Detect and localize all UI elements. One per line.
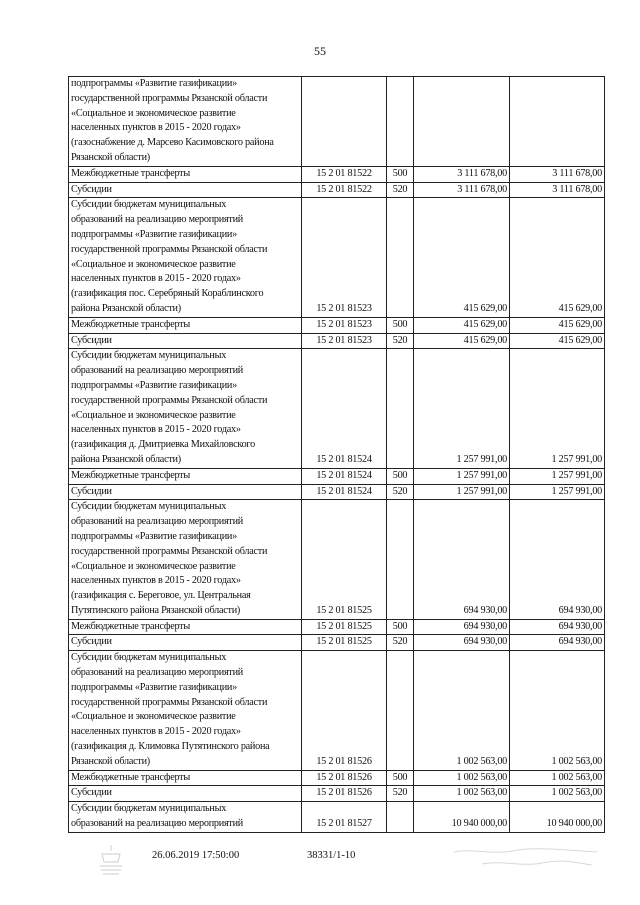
row-expense-type: 500 xyxy=(387,166,414,182)
table-row xyxy=(69,77,605,167)
row-code xyxy=(302,77,387,167)
table-row xyxy=(69,182,605,198)
row-expense-type xyxy=(387,802,414,833)
row-amount-2: 694 930,00 xyxy=(510,619,605,635)
row-amount-2: 415 629,00 xyxy=(510,317,605,333)
row-code: 15 2 01 81523 xyxy=(302,317,387,333)
table-row xyxy=(69,166,605,182)
row-amount-2: 3 111 678,00 xyxy=(510,182,605,198)
row-amount-2: 415 629,00 xyxy=(510,198,605,317)
row-expense-type xyxy=(387,349,414,468)
row-name: Межбюджетные трансферты xyxy=(69,166,302,182)
row-amount-1: 3 111 678,00 xyxy=(414,182,510,198)
row-amount-2: 694 930,00 xyxy=(510,500,605,619)
row-amount-2: 1 257 991,00 xyxy=(510,349,605,468)
row-code: 15 2 01 81524 xyxy=(302,349,387,468)
row-name: Субсидии бюджетам муниципальных образований на реализацию мероприятий подпрограммы «Развитие газификации» государственной программы Рязанской области «Социальное и экономическое развитие населенных пунктов в 2015 - 2020 годах» (газификация с. Береговое, ул. Центральная Путятинского района Рязанской области) xyxy=(69,500,302,619)
table-row xyxy=(69,198,605,317)
row-name: Субсидии бюджетам муниципальных образований на реализацию мероприятий подпрограммы «Развитие газификации» государственной программы Рязанской области «Социальное и экономическое развитие населенных пунктов в 2015 - 2020 годах» (газификация д. Дмитриевка Михайловского района Рязанской области) xyxy=(69,349,302,468)
row-code: 15 2 01 81526 xyxy=(302,786,387,802)
row-amount-2: 1 257 991,00 xyxy=(510,468,605,484)
row-amount-2 xyxy=(510,77,605,167)
row-amount-2: 1 257 991,00 xyxy=(510,484,605,500)
row-expense-type: 520 xyxy=(387,635,414,651)
row-code: 15 2 01 81522 xyxy=(302,166,387,182)
row-amount-1: 415 629,00 xyxy=(414,198,510,317)
row-name: подпрограммы «Развитие газификации» государственной программы Рязанской области «Социальное и экономическое развитие населенных пунктов в 2015 - 2020 годах» (газоснабжение д. Марсево Касимовского района Рязанской области) xyxy=(69,77,302,167)
row-amount-1: 694 930,00 xyxy=(414,500,510,619)
row-expense-type: 520 xyxy=(387,786,414,802)
table-row xyxy=(69,786,605,802)
row-amount-1: 415 629,00 xyxy=(414,317,510,333)
row-amount-1: 694 930,00 xyxy=(414,635,510,651)
row-amount-2: 1 002 563,00 xyxy=(510,786,605,802)
row-amount-1: 10 940 000,00 xyxy=(414,802,510,833)
row-name: Межбюджетные трансферты xyxy=(69,468,302,484)
row-amount-2: 415 629,00 xyxy=(510,333,605,349)
table-row xyxy=(69,619,605,635)
row-name: Субсидии xyxy=(69,333,302,349)
row-expense-type xyxy=(387,500,414,619)
budget-table xyxy=(68,76,605,833)
row-code: 15 2 01 81526 xyxy=(302,770,387,786)
document-stamp-icon xyxy=(92,842,130,880)
row-amount-2: 3 111 678,00 xyxy=(510,166,605,182)
row-amount-2: 1 002 563,00 xyxy=(510,770,605,786)
footer-doc-id: 38331/1-10 xyxy=(307,850,356,861)
row-expense-type xyxy=(387,198,414,317)
table-row xyxy=(69,468,605,484)
page-number: 55 xyxy=(314,44,326,58)
row-code: 15 2 01 81522 xyxy=(302,182,387,198)
row-amount-2: 694 930,00 xyxy=(510,635,605,651)
row-name: Субсидии xyxy=(69,786,302,802)
row-expense-type: 500 xyxy=(387,317,414,333)
row-expense-type: 500 xyxy=(387,619,414,635)
row-amount-1: 415 629,00 xyxy=(414,333,510,349)
row-expense-type: 500 xyxy=(387,468,414,484)
page-footer xyxy=(0,848,640,888)
row-amount-1: 1 257 991,00 xyxy=(414,484,510,500)
watermark-stamp-icon xyxy=(452,846,602,874)
row-expense-type: 520 xyxy=(387,484,414,500)
table-row xyxy=(69,770,605,786)
row-amount-1: 3 111 678,00 xyxy=(414,166,510,182)
row-expense-type xyxy=(387,651,414,770)
row-code: 15 2 01 81525 xyxy=(302,619,387,635)
row-expense-type xyxy=(387,77,414,167)
table-row xyxy=(69,635,605,651)
row-code: 15 2 01 81523 xyxy=(302,198,387,317)
row-amount-1: 694 930,00 xyxy=(414,619,510,635)
row-amount-1 xyxy=(414,77,510,167)
row-name: Межбюджетные трансферты xyxy=(69,770,302,786)
row-amount-1: 1 002 563,00 xyxy=(414,770,510,786)
row-expense-type: 520 xyxy=(387,333,414,349)
row-name: Субсидии бюджетам муниципальных образований на реализацию мероприятий xyxy=(69,802,302,833)
footer-date: 26.06.2019 17:50:00 xyxy=(152,850,240,861)
row-amount-2: 1 002 563,00 xyxy=(510,651,605,770)
table-row xyxy=(69,349,605,468)
table-row xyxy=(69,333,605,349)
row-code: 15 2 01 81524 xyxy=(302,468,387,484)
row-code: 15 2 01 81525 xyxy=(302,500,387,619)
row-name: Субсидии xyxy=(69,182,302,198)
row-amount-1: 1 257 991,00 xyxy=(414,349,510,468)
row-amount-2: 10 940 000,00 xyxy=(510,802,605,833)
table-row xyxy=(69,484,605,500)
row-expense-type: 520 xyxy=(387,182,414,198)
row-code: 15 2 01 81523 xyxy=(302,333,387,349)
row-amount-1: 1 002 563,00 xyxy=(414,651,510,770)
row-amount-1: 1 257 991,00 xyxy=(414,468,510,484)
row-code: 15 2 01 81527 xyxy=(302,802,387,833)
row-name: Субсидии бюджетам муниципальных образований на реализацию мероприятий подпрограммы «Развитие газификации» государственной программы Рязанской области «Социальное и экономическое развитие населенных пунктов в 2015 - 2020 годах» (газификация д. Климовка Путятинского района Рязанской области) xyxy=(69,651,302,770)
row-code: 15 2 01 81526 xyxy=(302,651,387,770)
table-row xyxy=(69,802,605,833)
row-name: Субсидии xyxy=(69,484,302,500)
table-row xyxy=(69,500,605,619)
row-code: 15 2 01 81525 xyxy=(302,635,387,651)
row-expense-type: 500 xyxy=(387,770,414,786)
row-name: Субсидии xyxy=(69,635,302,651)
row-code: 15 2 01 81524 xyxy=(302,484,387,500)
table-row xyxy=(69,317,605,333)
row-name: Межбюджетные трансферты xyxy=(69,317,302,333)
row-amount-1: 1 002 563,00 xyxy=(414,786,510,802)
table-row xyxy=(69,651,605,770)
row-name: Межбюджетные трансферты xyxy=(69,619,302,635)
row-name: Субсидии бюджетам муниципальных образований на реализацию мероприятий подпрограммы «Развитие газификации» государственной программы Рязанской области «Социальное и экономическое развитие населенных пунктов в 2015 - 2020 годах» (газификация пос. Серебряный Кораблинского района Рязанской области) xyxy=(69,198,302,317)
